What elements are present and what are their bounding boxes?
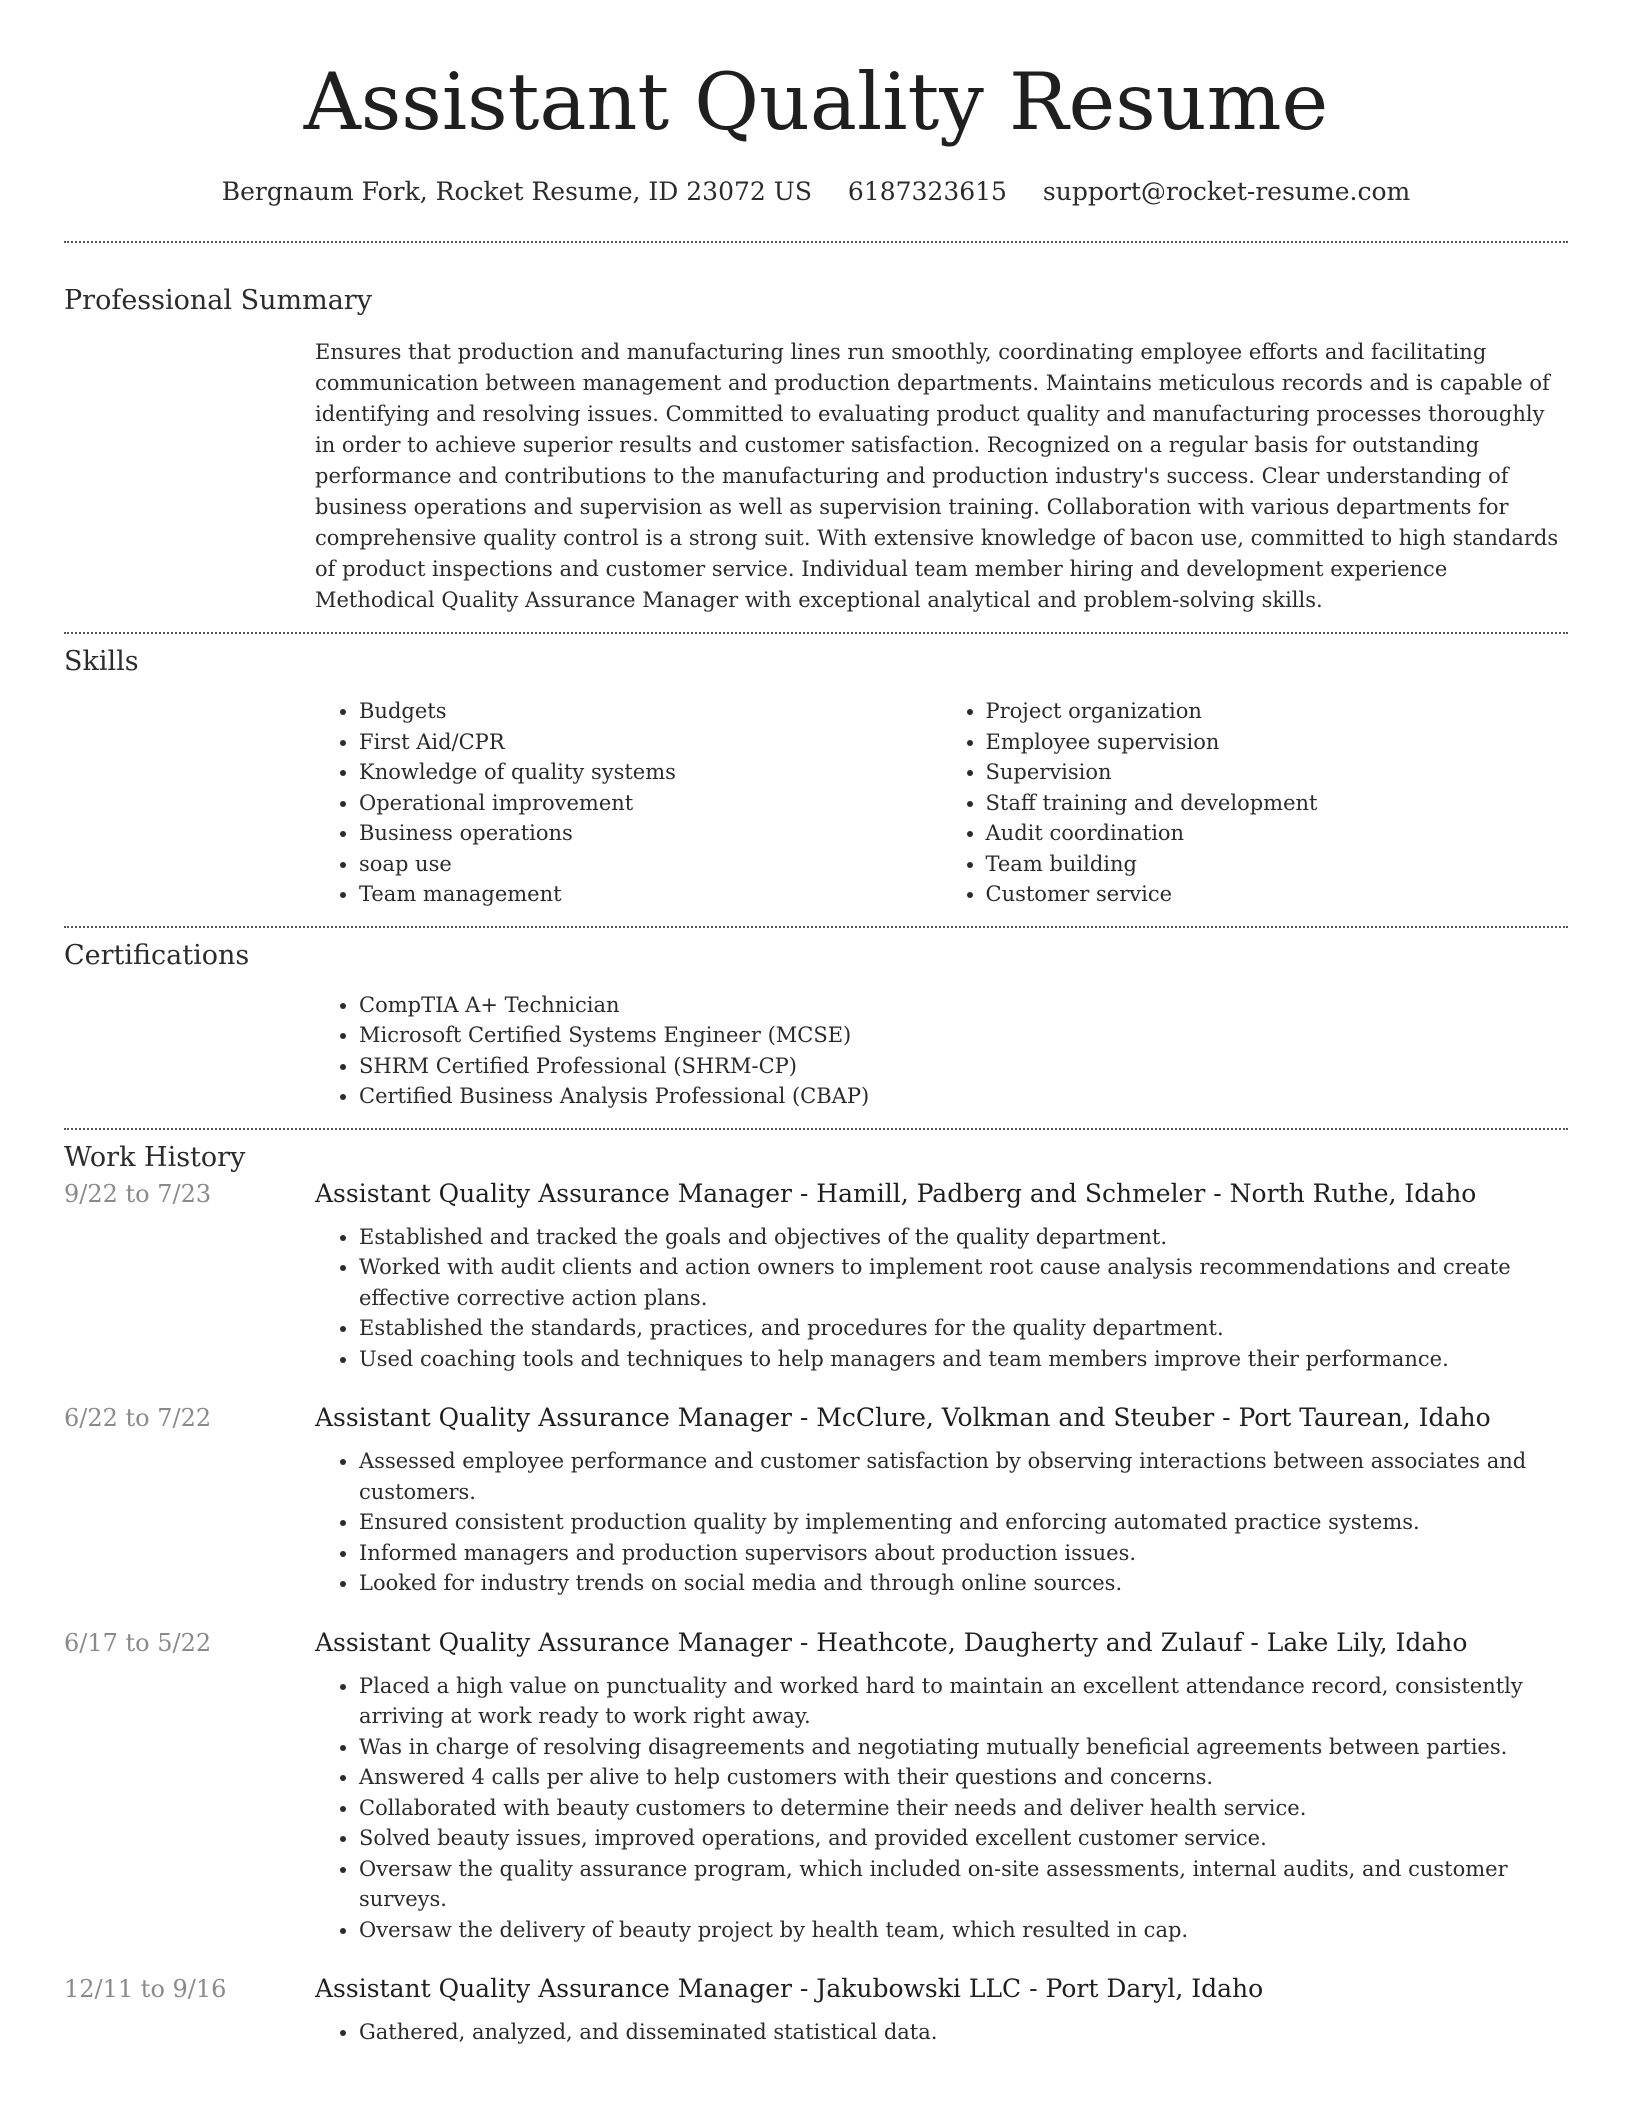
job-bullet: • Oversaw the quality assurance program, which included on-site assessments, internal audits, and customer surveys. <box>359 1854 1568 1915</box>
job-bullet: • Looked for industry trends on social media and through online sources. <box>359 1568 1568 1599</box>
skill-item: • First Aid/CPR <box>359 727 942 758</box>
section-divider <box>64 926 1568 928</box>
skill-item: • Supervision <box>986 757 1569 788</box>
skills-heading: Skills <box>64 646 139 677</box>
job-dates: 6/22 to 7/22 <box>64 1404 212 1432</box>
job-title: Assistant Quality Assurance Manager - McClure, Volkman and Steuber - Port Taurean, Idaho <box>315 1403 1491 1432</box>
job-bullet: • Established and tracked the goals and objectives of the quality department. <box>359 1222 1568 1253</box>
job-bullet: • Solved beauty issues, improved operations, and provided excellent customer service. <box>359 1823 1568 1854</box>
skill-item: • soap use <box>359 849 942 880</box>
skills-column-right <box>942 696 1569 910</box>
job-bullets <box>315 1446 1568 1599</box>
skill-item: • Customer service <box>986 879 1569 910</box>
section-divider <box>64 241 1568 243</box>
skill-item: • Operational improvement <box>359 788 942 819</box>
job-bullet: • Assessed employee performance and customer satisfaction by observing interactions between associates and customers. <box>359 1446 1568 1507</box>
skill-item: • Employee supervision <box>986 727 1569 758</box>
contact-address: Bergnaum Fork, Rocket Resume, ID 23072 US <box>221 177 812 206</box>
contact-email: support@rocket-resume.com <box>1042 177 1411 206</box>
skill-item: • Team management <box>359 879 942 910</box>
skills-column-left <box>315 696 942 910</box>
skill-item: • Knowledge of quality systems <box>359 757 942 788</box>
summary-text: Ensures that production and manufacturing lines run smoothly, coordinating employee efforts and facilitating communication between management and production departments. Maintains meticulous records and is capable of identifying and resolving issues. Committed to evaluating product quality and manufacturing processes thoroughly in order to achieve superior results and customer satisfaction. Recognized on a regular basis for outstanding performance and contributions to the manufacturing and production industry's success. Clear understanding of business operations and supervision as well as supervision training. Collaboration with various departments for comprehensive quality control is a strong suit. With extensive knowledge of bacon use, committed to high standards of product inspections and customer service. Individual team member hiring and development experience Methodical Quality Assurance Manager with exceptional analytical and problem-solving skills. <box>315 340 1559 612</box>
skill-item: • Staff training and development <box>986 788 1569 819</box>
section-divider <box>64 632 1568 634</box>
skill-item: • Project organization <box>986 696 1569 727</box>
job-dates: 6/17 to 5/22 <box>64 1628 212 1657</box>
job-title: Assistant Quality Assurance Manager - Hamill, Padberg and Schmeler - North Ruthe, Idaho <box>315 1178 1477 1208</box>
certification-item: • SHRM Certified Professional (SHRM-CP) <box>359 1051 1568 1082</box>
job-bullet: • Placed a high value on punctuality and worked hard to maintain an excellent attendance record, consistently arriving at work ready to work right away. <box>359 1671 1568 1732</box>
job-bullet: • Oversaw the delivery of beauty project by health team, which resulted in cap. <box>359 1915 1568 1946</box>
work-history-heading: Work History <box>64 1141 246 1173</box>
skill-item: • Team building <box>986 849 1569 880</box>
certification-item: • CompTIA A+ Technician <box>359 990 1568 1021</box>
skill-item: • Budgets <box>359 696 942 727</box>
job-dates: 9/22 to 7/23 <box>64 1179 212 1208</box>
certifications-list <box>315 990 1568 1112</box>
certification-item: • Microsoft Certified Systems Engineer (MCSE) <box>359 1020 1568 1051</box>
job-entry <box>64 1400 1568 1599</box>
job-dates: 12/11 to 9/16 <box>64 1975 227 2003</box>
job-bullets <box>315 1671 1568 1946</box>
job-bullet: • Used coaching tools and techniques to help managers and team members improve their performance. <box>359 1344 1568 1375</box>
skill-item: • Audit coordination <box>986 818 1569 849</box>
job-bullet: • Was in charge of resolving disagreements and negotiating mutually beneficial agreements between parties. <box>359 1732 1568 1763</box>
resume-title: Assistant Quality Resume <box>303 56 1329 148</box>
job-bullet: • Collaborated with beauty customers to determine their needs and deliver health service. <box>359 1793 1568 1824</box>
job-bullets <box>315 2017 1568 2048</box>
resume-page <box>64 0 1568 2074</box>
contact-line <box>64 176 1568 208</box>
certifications-heading: Certifications <box>64 939 250 971</box>
job-bullet: • Gathered, analyzed, and disseminated statistical data. <box>359 2017 1568 2048</box>
job-entry <box>64 1625 1568 1946</box>
job-bullet: • Ensured consistent production quality by implementing and enforcing automated practice systems. <box>359 1507 1568 1538</box>
certification-item: • Certified Business Analysis Professional (CBAP) <box>359 1081 1568 1112</box>
job-bullets <box>315 1222 1568 1375</box>
section-divider <box>64 1128 1568 1130</box>
job-bullet: • Answered 4 calls per alive to help customers with their questions and concerns. <box>359 1762 1568 1793</box>
job-entry <box>64 1971 1568 2048</box>
job-bullet: • Informed managers and production supervisors about production issues. <box>359 1538 1568 1569</box>
contact-phone: 6187323615 <box>847 177 1007 206</box>
job-title: Assistant Quality Assurance Manager - Heathcote, Daugherty and Zulauf - Lake Lily, Idaho <box>315 1627 1468 1657</box>
skills-list <box>315 696 1568 910</box>
skill-item: • Business operations <box>359 818 942 849</box>
job-title: Assistant Quality Assurance Manager - Jakubowski LLC - Port Daryl, Idaho <box>315 1974 1264 2003</box>
job-bullet: • Established the standards, practices, and procedures for the quality department. <box>359 1313 1568 1344</box>
summary-heading: Professional Summary <box>64 285 372 316</box>
job-bullet: • Worked with audit clients and action owners to implement root cause analysis recommendations and create effective corrective action plans. <box>359 1252 1568 1313</box>
job-entry <box>64 1176 1568 1375</box>
